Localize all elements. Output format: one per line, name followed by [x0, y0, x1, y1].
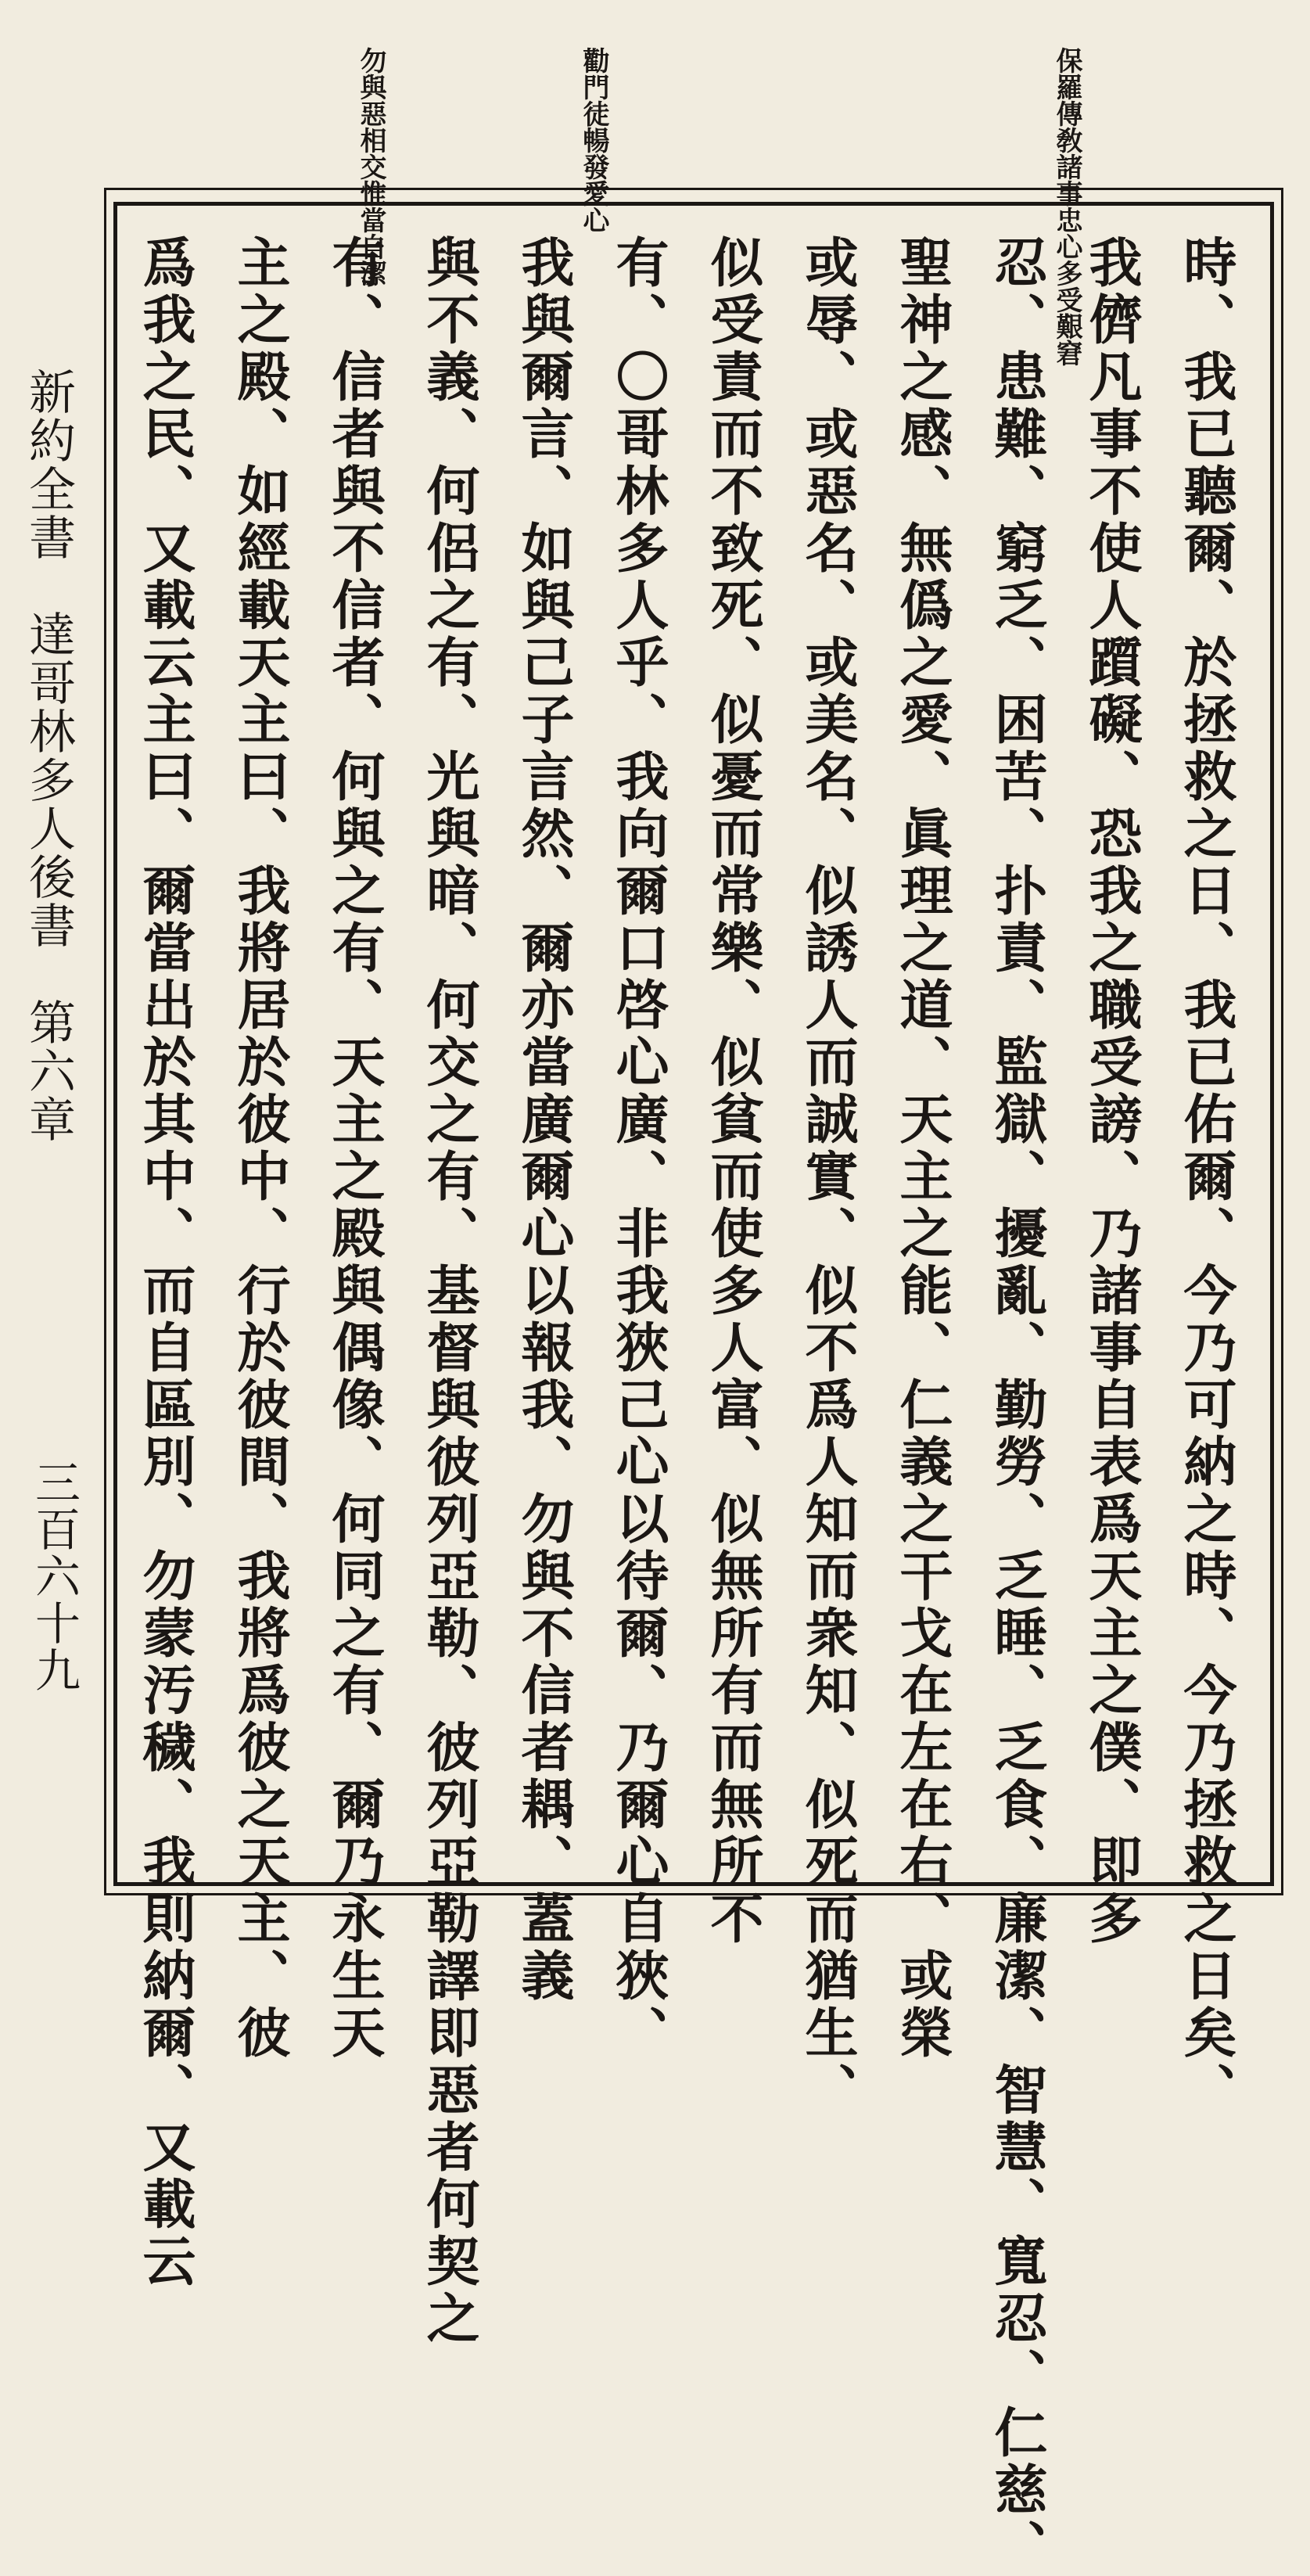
text-column: 主之殿、如經載天主曰、我將居於彼中、行於彼間、我將爲彼之天主、彼: [228, 235, 291, 2062]
text-column: 似受責而不致死、似憂而常樂、似貧而使多人富、似無所有而無所不: [702, 235, 764, 1948]
text-column: 有、信者與不信者、何與之有、天主之殿與偶像、何同之有、爾乃永生天: [323, 235, 386, 2062]
text-column: 或辱、或惡名、或美名、似誘人而誠實、似不爲人知而衆知、似死而猶生、: [796, 235, 859, 2119]
text-column: 忍、患難、窮乏、困苦、扑責、監獄、擾亂、勤勞、乏睡、乏食、廉潔、智慧、寬忍、仁慈、: [985, 235, 1048, 2576]
page-number: 三百六十九: [27, 1459, 81, 1694]
margin-note-1: 保羅傳敎諸事忠心多受艱窘: [1051, 47, 1082, 366]
text-column: 我與爾言、如與己子言然、爾亦當廣爾心以報我、勿與不信者耦、蓋義: [512, 235, 575, 2005]
text-column: 爲我之民、又載云主曰、爾當出於其中、而自區別、勿蒙汚穢、我則納爾、又載云: [134, 235, 196, 2290]
text-column: 時、我已聽爾、於拯救之日、我已佑爾、今乃可納之時、今乃拯救之日矣、: [1175, 235, 1237, 2119]
margin-note-3: 勿與惡相交惟當自潔: [355, 47, 386, 286]
text-column: 我儕凡事不使人躓礙、恐我之職受謗、乃諸事自表爲天主之僕、即多: [1080, 235, 1143, 1948]
text-column: 聖神之感、無僞之愛、眞理之道、天主之能、仁義之干戈在左在右、或榮: [891, 235, 953, 2062]
running-header: 新約全書 達哥林多人後書 第六章: [21, 368, 76, 1144]
text-column: 有、〇哥林多人乎、我向爾口啓心廣、非我狹己心以待爾、乃爾心自狹、: [607, 235, 669, 2062]
margin-note-2: 勸門徒暢發愛心: [578, 47, 609, 233]
text-column: 與不義、何侶之有、光與暗、何交之有、基督與彼列亞勒、彼列亞勒譯即惡者何契之: [418, 235, 480, 2348]
body-text: [127, 235, 1253, 2576]
